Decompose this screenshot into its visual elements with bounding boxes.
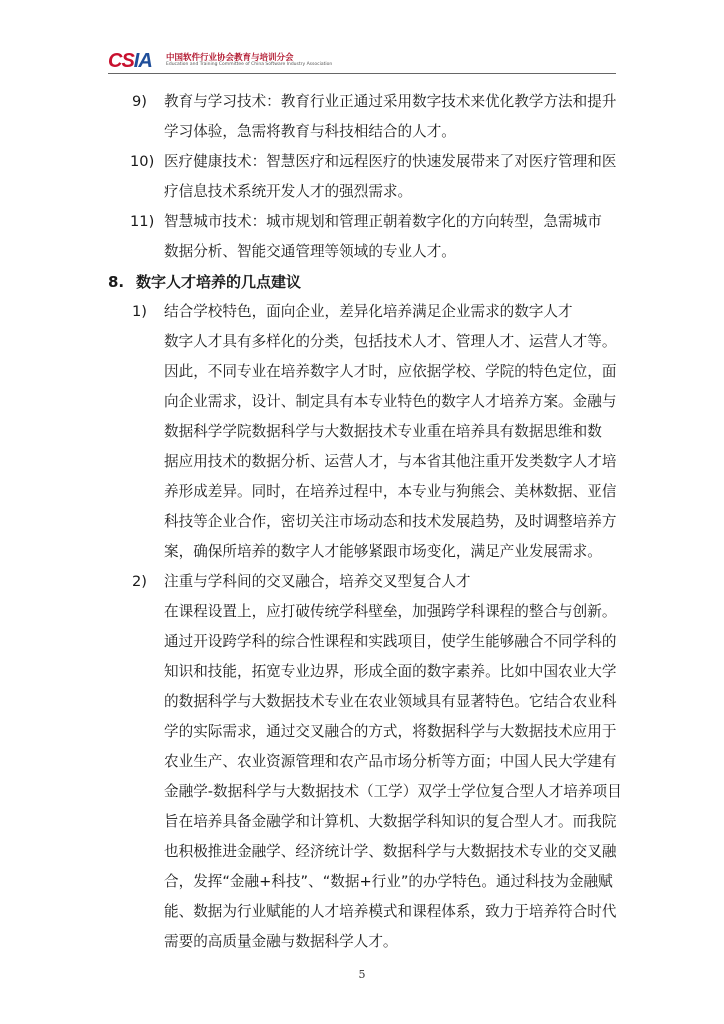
item-line: 教育与学习技术：教育行业正通过采用数字技术来优化教学方法和提升	[164, 93, 617, 110]
paragraph-line: 据应用技术的数据分析、运营人才，与本省其他注重开发类数字人才培	[164, 453, 617, 470]
item-line: 智慧城市技术：城市规划和管理正朝着数字化的方向转型，急需城市	[164, 213, 602, 230]
subsection-number: 2)	[132, 573, 147, 590]
item-number: 11)	[130, 213, 155, 230]
paragraph-line: 金融学-数据科学与大数据技术（工学）双学士学位复合型人才培养项目	[164, 783, 622, 800]
header-divider	[108, 73, 616, 74]
item-line: 数据分析、智能交通管理等领域的专业人才。	[164, 243, 456, 260]
paragraph-line: 能、数据为行业赋能的人才培养模式和课程体系，致力于培养符合时代	[164, 903, 617, 920]
item-number: 10)	[130, 153, 155, 170]
csia-logo: CSIA	[108, 50, 152, 72]
paragraph-line: 需要的高质量金融与数据科学人才。	[164, 933, 398, 950]
paragraph-line: 通过开设跨学科的综合性课程和实践项目，使学生能够融合不同学科的	[164, 633, 617, 650]
paragraph-line: 向企业需求，设计、制定具有本专业特色的数字人才培养方案。金融与	[164, 393, 617, 410]
subsection-title: 注重与学科间的交叉融合，培养交叉型复合人才	[164, 573, 471, 590]
paragraph-line: 农业生产、农业资源管理和农产品市场分析等方面；中国人民大学建有	[164, 753, 617, 770]
paragraph-line: 养形成差异。同时，在培养过程中，本专业与狗熊会、美林数据、亚信	[164, 483, 617, 500]
item-line: 学习体验，急需将教育与科技相结合的人才。	[164, 123, 456, 140]
item-line: 医疗健康技术：智慧医疗和远程医疗的快速发展带来了对医疗管理和医	[164, 153, 617, 170]
paragraph-line: 旨在培养具备金融学和计算机、大数据学科知识的复合型人才。而我院	[164, 813, 617, 830]
paragraph-line: 合，发挥“金融+科技”、“数据+行业”的办学特色。通过科技为金融赋	[164, 873, 613, 890]
paragraph-line: 数据科学学院数据科学与大数据技术专业重在培养具有数据思维和数	[164, 423, 602, 440]
paragraph-line: 数字人才具有多样化的分类，包括技术人才、管理人才、运营人才等。	[164, 333, 617, 350]
subsection-number: 1)	[132, 303, 147, 320]
paragraph-line: 在课程设置上，应打破传统学科壁垒，加强跨学科课程的整合与创新。	[164, 603, 617, 620]
paragraph-line: 也积极推进金融学、经济统计学、数据科学与大数据技术专业的交叉融	[164, 843, 617, 860]
section-title: 数字人才培养的几点建议	[136, 273, 302, 291]
paragraph-line: 案，确保所培养的数字人才能够紧跟市场变化，满足产业发展需求。	[164, 543, 602, 560]
paragraph-line: 因此，不同专业在培养数字人才时，应依据学校、学院的特色定位，面	[164, 363, 617, 380]
org-name-cn: 中国软件行业协会教育与培训分会	[166, 53, 294, 63]
item-line: 疗信息技术系统开发人才的强烈需求。	[164, 183, 413, 200]
page-number: 5	[358, 968, 366, 981]
paragraph-line: 科技等企业合作，密切关注市场动态和技术发展趋势，及时调整培养方	[164, 513, 617, 530]
page-header	[108, 48, 628, 72]
item-number: 9)	[132, 93, 147, 110]
subsection-title: 结合学校特色，面向企业，差异化培养满足企业需求的数字人才	[164, 303, 573, 320]
org-name-en: Education and Training Committee of China Software Industry Association	[166, 62, 333, 67]
paragraph-line: 的数据科学与大数据技术专业在农业领域具有显著特色。它结合农业科	[164, 693, 617, 710]
section-number: 8.	[108, 273, 125, 291]
paragraph-line: 知识和技能，拓宽专业边界，形成全面的数字素养。比如中国农业大学	[164, 663, 617, 680]
paragraph-line: 学的实际需求，通过交叉融合的方式，将数据科学与大数据技术应用于	[164, 723, 617, 740]
